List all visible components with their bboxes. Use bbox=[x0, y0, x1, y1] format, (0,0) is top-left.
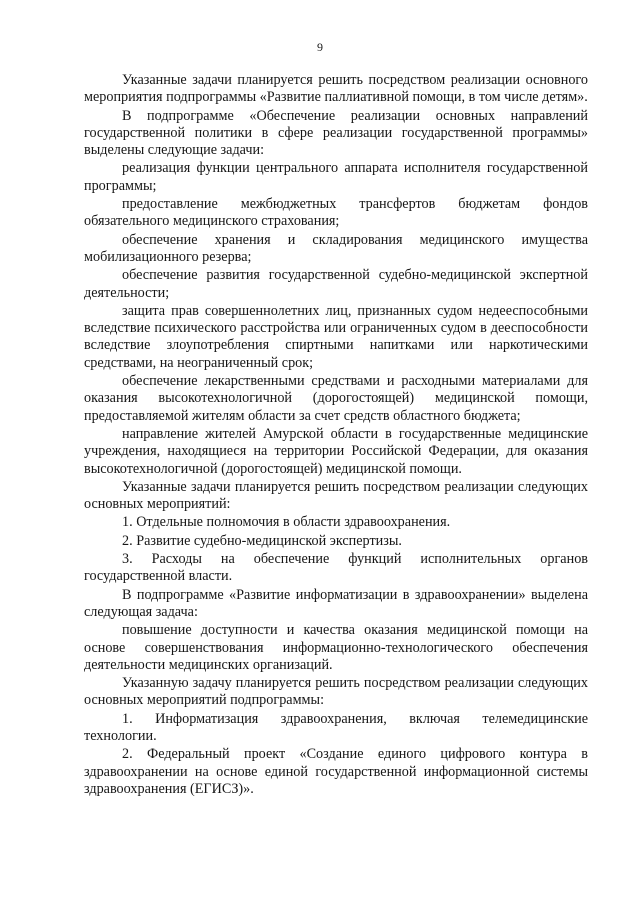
document-body bbox=[84, 72, 588, 798]
paragraph: обеспечение лекарственными средствами и расходными материалами для оказания высокотехнологичной (дорогостоящей) медицинской помощи, предоставляемой жителям области за счет средств областного бюджета; bbox=[84, 373, 588, 424]
paragraph: В подпрограмме «Развитие информатизации в здравоохранении» выделена следующая задача: bbox=[84, 586, 588, 620]
paragraph: Указанную задачу планируется решить посредством реализации следующих основных мероприятий подпрограммы: bbox=[84, 675, 588, 709]
paragraph: 2. Развитие судебно-медицинской экспертизы. bbox=[122, 532, 402, 549]
paragraph: 1. Отдельные полномочия в области здравоохранения. bbox=[122, 514, 451, 531]
paragraph: обеспечение хранения и складирования медицинского имущества мобилизационного резерва; bbox=[84, 231, 588, 265]
paragraph: Указанные задачи планируется решить посредством реализации следующих основных мероприятий: bbox=[84, 478, 588, 513]
paragraph: 3. Расходы на обеспечение функций исполнительных органов государственной власти. bbox=[84, 551, 588, 585]
paragraph: реализация функции центрального аппарата исполнителя государственной программы; bbox=[84, 160, 588, 194]
paragraph: повышение доступности и качества оказания медицинской помощи на основе совершенствования информационно-технологического обеспечения деятельности медицинских организаций. bbox=[84, 622, 588, 673]
paragraph: 2. Федеральный проект «Создание единого цифрового контура в здравоохранении на основе единой государственной информационной системы здравоохранения (ЕГИСЗ)». bbox=[84, 746, 588, 797]
paragraph: Указанные задачи планируется решить посредством реализации основного мероприятия подпрограммы «Развитие паллиативной помощи, в том числе детям». bbox=[84, 72, 588, 106]
page-number: 9 bbox=[317, 40, 323, 54]
paragraph: В подпрограмме «Обеспечение реализации основных направлений государственной политики в сфере реализации государственной программы» выделены следующие задачи: bbox=[84, 107, 588, 159]
paragraph: защита прав совершеннолетних лиц, признанных судом недееспособными вследствие психического расстройства или ограниченных судом в дееспособности вследствие злоупотребления спиртными напитками или наркотическими средствами, на неограниченный срок; bbox=[84, 302, 588, 371]
paragraph: направление жителей Амурской области в государственные медицинские учреждения, находящиеся на территории Российской Федерации, для оказания высокотехнологичной (дорогостоящей) медицинской помощи. bbox=[84, 425, 588, 477]
paragraph: предоставление межбюджетных трансфертов бюджетам фондов обязательного медицинского страхования; bbox=[84, 196, 588, 230]
paragraph: обеспечение развития государственной судебно-медицинской экспертной деятельности; bbox=[84, 267, 588, 301]
paragraph: 1. Информатизация здравоохранения, включая телемедицинские технологии. bbox=[84, 710, 588, 744]
